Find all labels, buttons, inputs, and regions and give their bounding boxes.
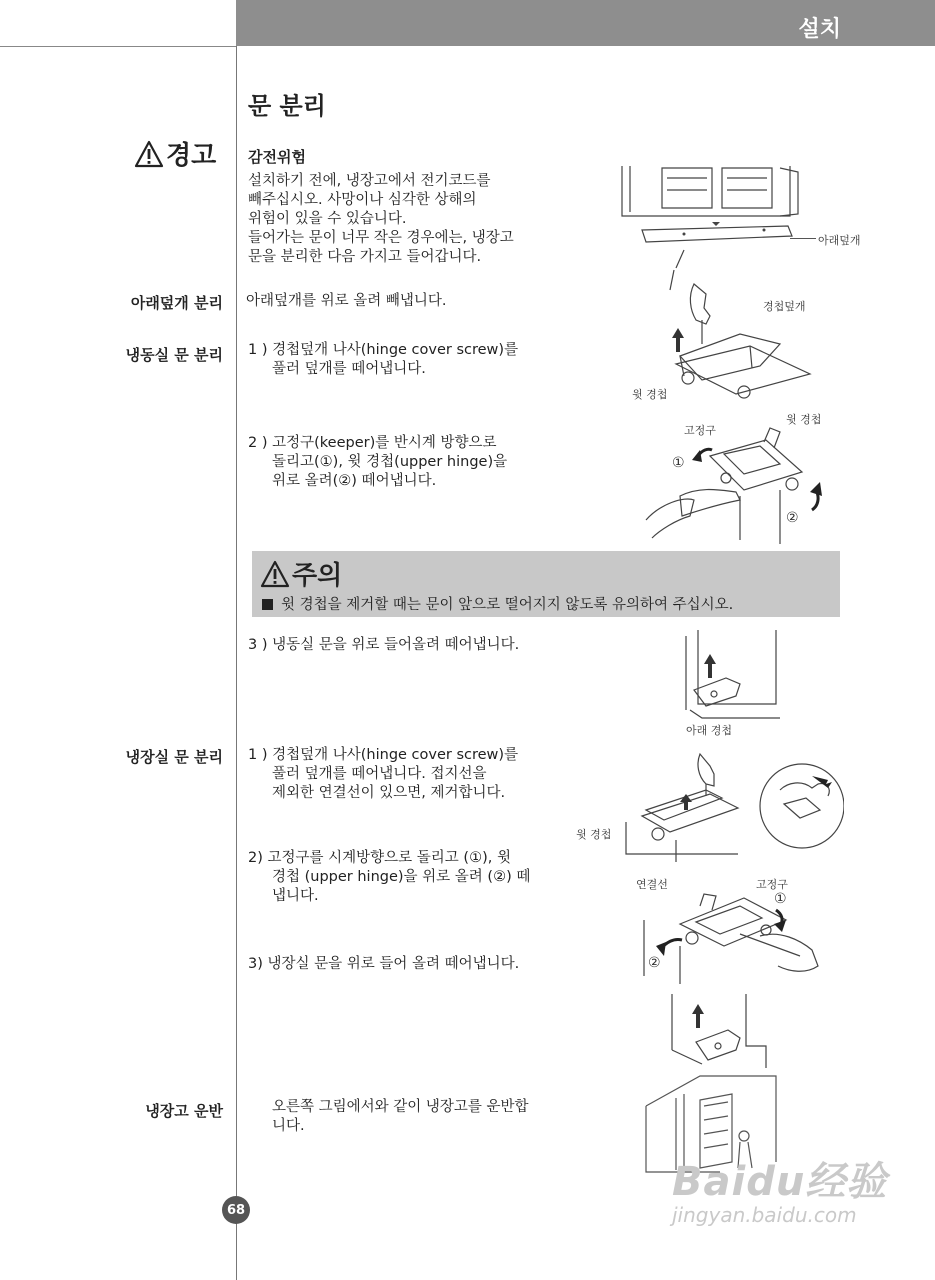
watermark-logo: Baidu经验	[672, 1159, 888, 1205]
fridge-label: 냉장실 문 분리	[125, 748, 223, 766]
step-line: 1 ) 경첩덮개 나사(hinge cover screw)를	[248, 342, 519, 358]
fridge-keeper-illustration	[640, 880, 840, 990]
transport-text	[272, 1098, 529, 1136]
bullet-square-icon	[262, 599, 273, 610]
fridge-step1	[248, 746, 518, 803]
hinge-cover-illustration	[640, 280, 840, 410]
fridge-step2	[248, 849, 530, 906]
figure-label-circle2b: ②	[648, 955, 661, 971]
figure-label-circle1: ①	[672, 455, 685, 471]
figure-label-bottom-cover: 아래덮개	[818, 234, 861, 247]
caution-box	[252, 551, 840, 617]
figure-label-circle1b: ①	[774, 891, 787, 907]
warning-line: 문을 분리한 다음 가지고 들어갑니다.	[248, 249, 482, 265]
bottom-cover-illustration	[612, 164, 802, 296]
caution-heading	[260, 555, 342, 592]
freezer-step1	[248, 341, 518, 379]
figure-label-connector: 연결선	[636, 878, 668, 891]
figure-label-upper-hinge-c: 윗 경첩	[576, 828, 612, 841]
step-line: 1 ) 경첩덮개 나사(hinge cover screw)를	[248, 747, 519, 763]
caution-triangle-icon	[260, 560, 290, 588]
bottom-cover-text: 아래덮개를 위로 올려 빼냅니다.	[246, 293, 447, 309]
transport-label: 냉장고 운반	[145, 1102, 223, 1120]
warning-line: 설치하기 전에, 냉장고에서 전기코드를	[248, 173, 491, 189]
figure-label-circle2: ②	[786, 510, 799, 526]
transport-line: 니다.	[272, 1118, 305, 1134]
figure-label-upper-hinge-b: 윗 경첩	[786, 413, 822, 426]
keeper-upper-hinge-illustration	[640, 420, 840, 550]
step-line: 제외한 연결선이 있으면, 제거합니다.	[272, 785, 506, 801]
caution-text-row	[262, 593, 733, 614]
caution-label: 주의	[292, 561, 343, 591]
step-line: 위로 올려(②) 떼어냅니다.	[272, 473, 437, 489]
freezer-label: 냉동실 문 분리	[125, 346, 223, 364]
fridge-hinge-cover-illustration	[606, 744, 844, 864]
step-line: 2 ) 고정구(keeper)를 반시계 방향으로	[248, 435, 497, 451]
watermark	[672, 1150, 887, 1227]
step-line: 풀러 덮개를 떼어냅니다. 접지선을	[272, 766, 487, 782]
step-line: 냅니다.	[272, 888, 319, 904]
figure-label-hinge-cover: 경첩덮개	[763, 300, 806, 313]
step-line: 풀러 덮개를 떼어냅니다.	[272, 361, 426, 377]
margin-divider	[236, 46, 237, 1280]
bottom-cover-label: 아래덮개 분리	[130, 294, 223, 312]
header-title: 설치	[798, 17, 841, 42]
fridge-door-lift-illustration	[666, 990, 776, 1070]
freezer-door-lift-illustration	[680, 626, 790, 726]
page-number: 68	[222, 1196, 250, 1224]
transport-line: 오른쪽 그림에서와 같이 냉장고를 운반합	[272, 1099, 529, 1115]
figure-label-lower-hinge: 아래 경첩	[686, 724, 733, 737]
figure-label-keeper-b: 고정구	[756, 878, 788, 891]
warning-subtitle: 감전위험	[248, 148, 306, 166]
warning-line: 들어가는 문이 너무 작은 경우에는, 냉장고	[248, 230, 514, 246]
warning-label-text: 경고	[166, 141, 217, 171]
fridge-step3: 3) 냉장실 문을 위로 들어 올려 떼어냅니다.	[248, 956, 520, 972]
warning-line: 위험이 있을 수 있습니다.	[248, 211, 407, 227]
warning-label	[134, 135, 216, 172]
watermark-url: jingyan.baidu.com	[672, 1203, 857, 1227]
figure-label-upper-hinge-a: 윗 경첩	[632, 388, 668, 401]
freezer-step3: 3 ) 냉동실 문을 위로 들어올려 떼어냅니다.	[248, 637, 520, 653]
freezer-step2	[248, 434, 507, 491]
step-line: 돌리고(①), 윗 경첩(upper hinge)을	[272, 454, 508, 470]
caution-text: 윗 경첩을 제거할 때는 문이 앞으로 떨어지지 않도록 유의하여 주십시오.	[281, 597, 734, 613]
step-line: 경첩 (upper hinge)을 위로 올려 (②) 떼	[272, 869, 531, 885]
warning-line: 빼주십시오. 사망이나 심각한 상해의	[248, 192, 477, 208]
warning-text	[248, 172, 514, 267]
warning-triangle-icon	[134, 140, 164, 168]
leader-line	[790, 238, 816, 239]
header-rule	[0, 46, 236, 47]
section-title: 문 분리	[248, 92, 326, 120]
step-line: 2) 고정구를 시계방향으로 돌리고 (①), 윗	[248, 850, 511, 866]
figure-label-keeper-a: 고정구	[684, 424, 716, 437]
